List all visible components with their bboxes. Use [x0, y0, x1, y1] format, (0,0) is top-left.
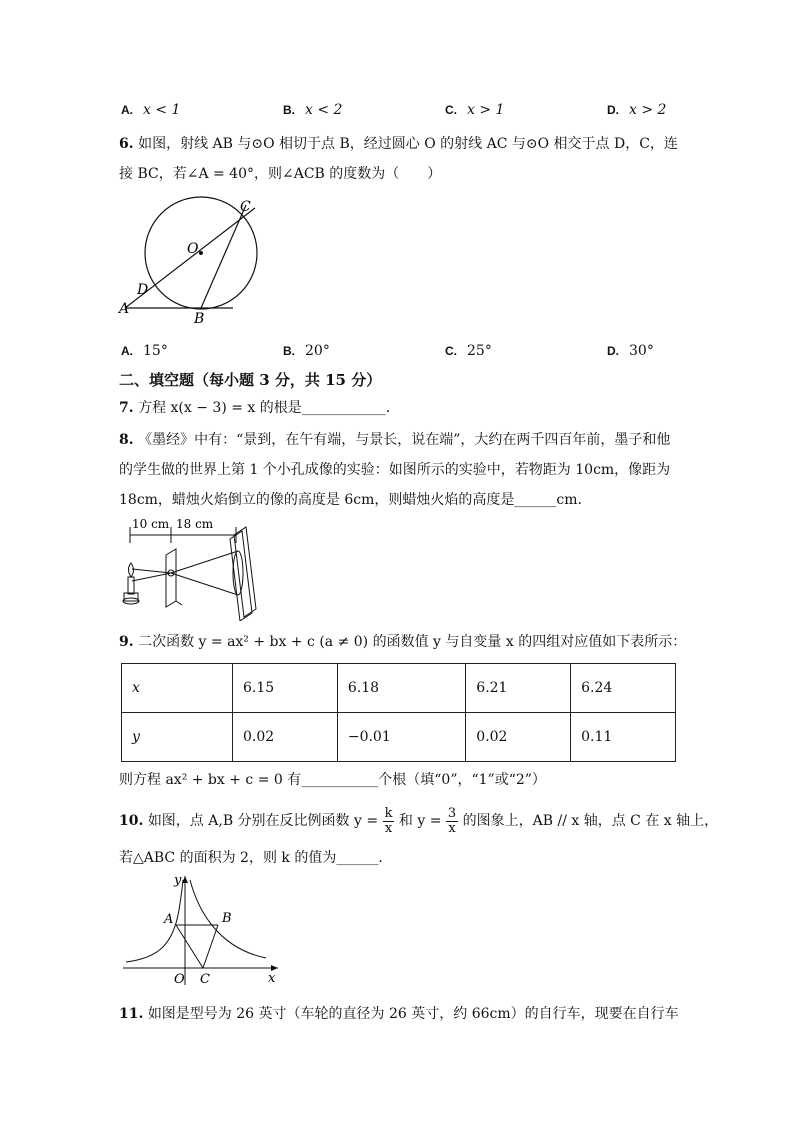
table-row — [122, 713, 676, 762]
q5-option-c: C. x > 1 — [445, 102, 505, 118]
table-cell: 6.18 — [337, 664, 465, 713]
q9-table — [121, 663, 676, 762]
fraction-3-over-x: $\frac{3}{x}$ — [447, 805, 457, 836]
origin-label: O — [174, 972, 185, 987]
label-d: D — [137, 282, 149, 298]
q10-line2: 若△ABC 的面积为 2，则 k 的值为______． — [119, 850, 393, 866]
q6-option-c: C. 25° — [445, 343, 492, 359]
q6-option-d: D. 30° — [607, 343, 654, 359]
q6-line1: 6. 如图，射线 AB 与⊙O 相切于点 B，经过圆心 O 的射线 AC 与⊙O 相交于点 D，C，连 — [119, 136, 678, 152]
q5-option-d: D. x > 2 — [607, 102, 667, 118]
table-cell: y — [122, 713, 233, 762]
table-cell: 6.24 — [571, 664, 676, 713]
axis-y-label: y — [174, 873, 182, 888]
axis-x-label: x — [268, 971, 276, 986]
dim-18cm: 18 cm — [176, 517, 214, 531]
q10-graph-figure — [118, 870, 283, 990]
q8-pinhole-figure — [118, 513, 263, 621]
section-title: 二、填空题（每小题 3 分，共 15 分） — [119, 371, 382, 389]
q6-option-b: B. 20° — [283, 343, 330, 359]
table-cell: −0.01 — [337, 713, 465, 762]
table-cell: 6.21 — [466, 664, 571, 713]
label-a: A — [119, 301, 130, 317]
dim-10cm: 10 cm — [132, 517, 170, 531]
table-cell: 0.11 — [571, 713, 676, 762]
q6-circle-figure — [115, 196, 275, 326]
q8-line3: 18cm，蜡烛火焰倒立的像的高度是 6cm，则蜡烛火焰的高度是______cm. — [119, 492, 582, 508]
q11-line1: 11. 如图是型号为 26 英寸（车轮的直径为 26 英寸，约 66cm）的自行车，现要在自行车 — [119, 1006, 679, 1022]
q8-line1: 8. 《墨经》中有：“景到，在午有端，与景长，说在端”，大约在两千四百年前，墨子和他 — [119, 432, 671, 448]
table-cell: 6.15 — [233, 664, 338, 713]
point-c-label: C — [200, 972, 210, 987]
point-b-label: B — [222, 911, 232, 926]
label-o: O — [187, 241, 199, 257]
table-row — [122, 664, 676, 713]
q6-option-a: A. 15° — [121, 343, 168, 359]
label-b: B — [194, 311, 205, 326]
q5-option-a: A. x < 1 — [121, 102, 181, 118]
q10-line1: 10. 如图，点 A,B 分别在反比例函数 y = $\frac{k}{x}$ 和 y = $\frac{3}{x}$ 的图象上，AB // x 轴，点 C 在 x 轴上， — [119, 805, 719, 836]
q7: 7. 方程 x(x − 3) = x 的根是____________． — [119, 400, 400, 416]
table-cell: x — [122, 664, 233, 713]
q6-line2: 接 BC，若∠A = 40°，则∠ACB 的度数为（ ） — [119, 166, 442, 182]
fraction-k-over-x: $\frac{k}{x}$ — [384, 805, 393, 836]
q5-option-b: B. x < 2 — [283, 102, 343, 118]
q9-stem: 9. 二次函数 y = ax² + bx + c (a ≠ 0) 的函数值 y 与自变量 x 的四组对应值如下表所示： — [119, 634, 687, 650]
table-cell: 0.02 — [233, 713, 338, 762]
table-cell: 0.02 — [466, 713, 571, 762]
point-a-label: A — [164, 912, 174, 927]
q9-question: 则方程 ax² + bx + c = 0 有___________个根（填“0”，“1”或“2”） — [119, 772, 546, 788]
q8-line2: 的学生做的世界上第 1 个小孔成像的实验：如图所示的实验中，若物距为 10cm，像距为 — [119, 462, 671, 478]
label-c: C — [240, 199, 251, 215]
